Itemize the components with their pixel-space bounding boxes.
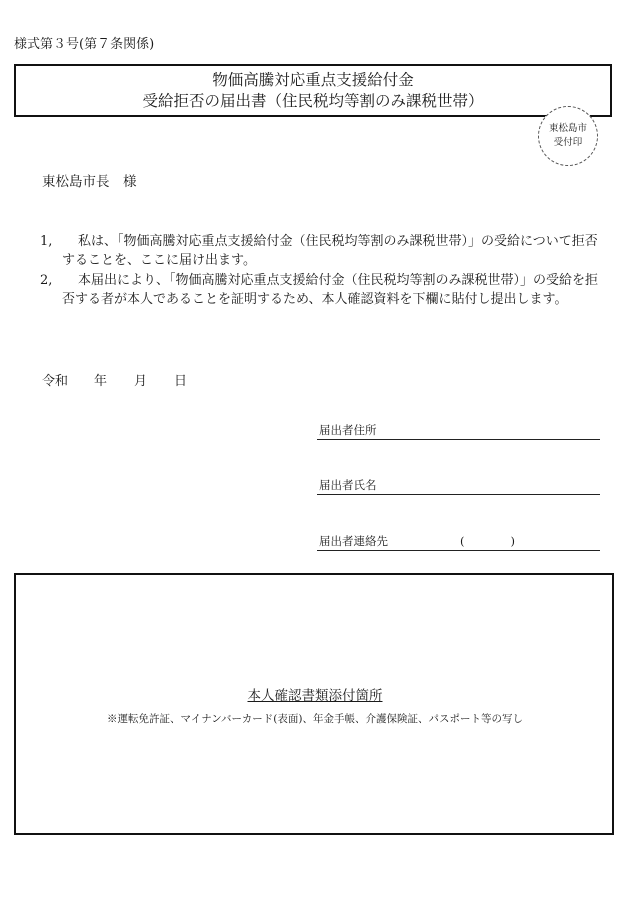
date-era: 令和 — [42, 374, 69, 389]
item-text: 私は、「物価高騰対応重点支援給付金（住民税均等割のみ課税世帯）」の受給について拒否することを、ここに届け出ます。 — [62, 234, 598, 268]
applicant-name-label: 届出者氏名 — [319, 478, 377, 492]
item-number: 2, — [40, 273, 53, 288]
stamp-line-1: 東松島市 — [548, 123, 587, 134]
applicant-address-field[interactable] — [317, 423, 600, 440]
reception-stamp — [538, 106, 598, 166]
applicant-contact-field[interactable] — [317, 534, 600, 551]
addressee: 東松島市長 様 — [42, 174, 137, 190]
title-box — [14, 64, 612, 117]
statement-item-2 — [40, 271, 600, 309]
applicant-address-label: 届出者住所 — [319, 423, 377, 437]
date-row — [42, 370, 187, 389]
item-number: 1, — [40, 234, 53, 249]
attachment-title — [0, 684, 630, 704]
title-line-1: 物価高騰対応重点支援給付金 — [212, 71, 414, 89]
statement-item-1 — [40, 232, 600, 270]
stamp-line-2: 受付印 — [553, 137, 583, 148]
item-text: 本届出により、「物価高騰対応重点支援給付金（住民税均等割のみ課税世帯）」の受給を拒否する者が本人であることを証明するため、本人確認資料を下欄に貼付し提出します。 — [62, 273, 599, 307]
title-line-2: 受給拒否の届出書（住民税均等割のみ課税世帯） — [142, 92, 484, 110]
attachment-note: ※運転免許証、マイナンバーカード(表面)、年金手帳、介護保険証、パスポート等の写し — [106, 713, 523, 725]
date-day: 日 — [174, 374, 188, 389]
form-number: 様式第３号(第７条関係) — [14, 37, 155, 52]
applicant-name-field[interactable] — [317, 478, 600, 495]
applicant-contact-label: 届出者連絡先 — [319, 534, 388, 548]
date-month: 月 — [134, 374, 148, 389]
attachment-title-text: 本人確認書類添付箇所 — [247, 688, 383, 704]
id-attachment-area — [14, 573, 614, 835]
date-year: 年 — [94, 374, 108, 389]
contact-parentheses: ( ) — [460, 534, 515, 548]
